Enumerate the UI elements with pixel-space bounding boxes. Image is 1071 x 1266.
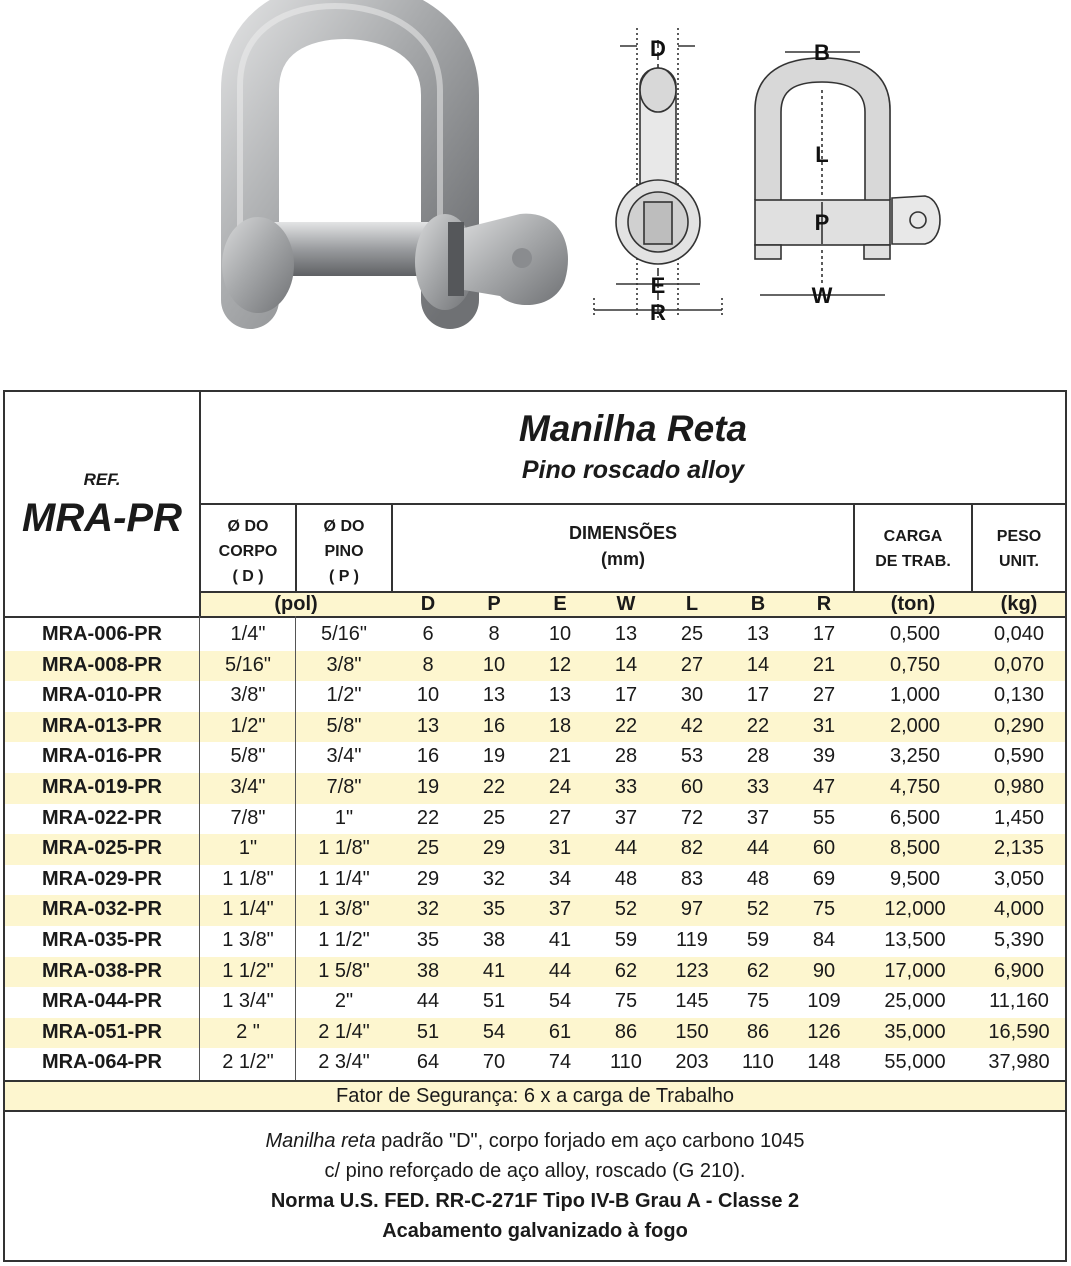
- header-load-line1: CARGA: [883, 528, 943, 545]
- row-cell: 62: [746, 959, 770, 982]
- row-cell: 29: [416, 867, 440, 890]
- product-illustration: [0, 0, 1071, 385]
- row-cell: 13,500: [884, 929, 946, 951]
- row-cell: 48: [746, 867, 770, 890]
- row-cell: 13: [614, 623, 638, 645]
- row-cell: 3/8": [230, 684, 266, 707]
- row-cell: 64: [416, 1051, 440, 1074]
- row-cell: 47: [812, 776, 836, 798]
- row-cell: 31: [812, 714, 836, 737]
- row-cell: 10: [416, 684, 440, 707]
- row-cell: 7/8": [326, 776, 362, 798]
- column-divider: [295, 616, 296, 1080]
- row-ref: MRA-038-PR: [41, 959, 163, 982]
- header-body-line3: ( D ): [232, 568, 264, 585]
- table-row: [5, 804, 1065, 835]
- header-dimensions: [393, 520, 853, 572]
- row-ref: MRA-019-PR: [41, 776, 163, 798]
- row-cell: 61: [548, 1020, 572, 1043]
- row-cell: 29: [482, 837, 506, 860]
- unit-p: P: [487, 593, 501, 615]
- row-cell: 83: [680, 867, 704, 890]
- row-cell: 11,160: [989, 990, 1049, 1013]
- description-line1-rest: padrão "D", corpo forjado em aço carbono 1045: [375, 1130, 805, 1152]
- row-cell: 84: [812, 929, 836, 951]
- row-cell: 51: [482, 990, 506, 1013]
- product-subtitle: Pino roscado alloy: [521, 456, 745, 484]
- shackle-photo: [222, 6, 568, 313]
- row-cell: 1,450: [993, 806, 1045, 829]
- column-divider: [199, 616, 200, 1080]
- row-cell: 22: [416, 806, 440, 829]
- row-cell: 55: [812, 806, 836, 829]
- row-cell: 22: [746, 714, 770, 737]
- row-cell: 1": [334, 806, 354, 829]
- row-cell: 18: [548, 714, 572, 737]
- row-cell: 110: [610, 1051, 642, 1074]
- row-ref: MRA-035-PR: [41, 929, 163, 951]
- row-ref: MRA-022-PR: [41, 806, 163, 829]
- row-cell: 119: [676, 929, 708, 951]
- row-cell: 1/4": [230, 623, 266, 645]
- row-ref: MRA-044-PR: [41, 990, 163, 1013]
- spec-sheet: [3, 390, 1067, 1262]
- row-cell: 0,590: [993, 745, 1045, 768]
- description-standard: Norma U.S. FED. RR-C-271F Tipo IV-B Grau A - Classe 2: [270, 1190, 800, 1212]
- row-cell: 24: [548, 776, 572, 798]
- row-cell: 3/8": [326, 653, 362, 676]
- row-cell: 3,050: [993, 867, 1045, 890]
- row-cell: 25: [680, 623, 704, 645]
- row-cell: 126: [807, 1020, 841, 1043]
- row-cell: 1 3/8": [222, 929, 274, 951]
- row-ref: MRA-006-PR: [41, 623, 163, 645]
- row-cell: 203: [675, 1051, 709, 1074]
- product-title: Manilha Reta: [518, 408, 748, 449]
- row-cell: 97: [680, 898, 704, 921]
- row-ref: MRA-016-PR: [41, 745, 163, 768]
- ref-label: REF.: [83, 470, 121, 489]
- data-table: [5, 620, 1065, 1080]
- row-cell: 52: [746, 898, 770, 921]
- units-ton: (ton): [890, 593, 936, 615]
- unit-w: W: [616, 593, 636, 615]
- row-cell: 1 1/8": [222, 867, 274, 890]
- row-cell: 9,500: [889, 867, 941, 890]
- row-cell: 48: [614, 867, 638, 890]
- row-cell: 21: [812, 653, 836, 676]
- row-cell: 53: [680, 745, 704, 768]
- row-cell: 27: [548, 806, 572, 829]
- row-cell: 1 5/8": [318, 959, 370, 982]
- description-finish: Acabamento galvanizado à fogo: [382, 1220, 688, 1242]
- row-cell: 2,000: [889, 714, 941, 737]
- row-cell: 5/16": [224, 653, 272, 676]
- header-pin-line1: Ø DO: [323, 518, 365, 535]
- row-cell: 5/16": [320, 623, 368, 645]
- row-cell: 2,135: [993, 837, 1045, 860]
- row-cell: 2 1/2": [222, 1051, 274, 1074]
- row-cell: 37: [614, 806, 638, 829]
- header-dimensions-line2: (mm): [601, 549, 645, 569]
- row-cell: 33: [614, 776, 638, 798]
- row-cell: 1": [238, 837, 258, 860]
- row-cell: 6,500: [889, 806, 941, 829]
- table-row: [5, 865, 1065, 896]
- row-cell: 17: [812, 623, 836, 645]
- row-cell: 19: [482, 745, 506, 768]
- row-cell: 75: [614, 990, 638, 1013]
- row-ref: MRA-010-PR: [41, 684, 163, 707]
- row-cell: 28: [746, 745, 770, 768]
- header-body-line2: CORPO: [218, 543, 278, 560]
- label-w: W: [811, 283, 833, 308]
- row-cell: 0,040: [993, 623, 1045, 645]
- row-ref: MRA-008-PR: [41, 653, 163, 676]
- row-cell: 7/8": [230, 806, 266, 829]
- row-cell: 0,290: [993, 714, 1045, 737]
- table-row: [5, 712, 1065, 743]
- row-cell: 6,900: [993, 959, 1045, 982]
- row-cell: 32: [482, 867, 506, 890]
- row-cell: 16: [416, 745, 440, 768]
- row-cell: 59: [746, 929, 770, 951]
- table-row: [5, 1048, 1065, 1079]
- row-cell: 25: [416, 837, 440, 860]
- row-cell: 62: [614, 959, 638, 982]
- row-cell: 35: [482, 898, 506, 921]
- row-cell: 25: [482, 806, 506, 829]
- header-dimensions-line1: DIMENSÕES: [568, 523, 678, 543]
- row-cell: 1 1/4": [318, 867, 370, 890]
- label-r: R: [650, 300, 666, 325]
- row-cell: 13: [416, 714, 440, 737]
- row-cell: 86: [614, 1020, 638, 1043]
- label-e: E: [650, 273, 666, 298]
- side-view-drawing: [755, 52, 940, 295]
- row-cell: 1 3/8": [318, 898, 370, 921]
- row-cell: 12,000: [884, 898, 946, 921]
- unit-e: E: [553, 593, 567, 615]
- row-cell: 74: [548, 1051, 572, 1074]
- row-cell: 5/8": [230, 745, 266, 768]
- row-cell: 8: [422, 653, 434, 676]
- row-cell: 41: [482, 959, 506, 982]
- row-cell: 72: [680, 806, 704, 829]
- row-cell: 6: [422, 623, 434, 645]
- row-cell: 1/2": [230, 714, 266, 737]
- row-cell: 0,980: [993, 776, 1045, 798]
- row-cell: 148: [807, 1051, 841, 1074]
- row-cell: 5/8": [326, 714, 362, 737]
- row-ref: MRA-029-PR: [41, 867, 163, 890]
- row-ref: MRA-013-PR: [41, 714, 163, 737]
- row-cell: 75: [812, 898, 836, 921]
- row-cell: 27: [812, 684, 836, 707]
- row-ref: MRA-064-PR: [41, 1051, 163, 1074]
- row-cell: 75: [746, 990, 770, 1013]
- table-row: [5, 987, 1065, 1018]
- row-cell: 1 1/2": [318, 929, 370, 951]
- row-cell: 17: [614, 684, 638, 707]
- row-cell: 25,000: [884, 990, 946, 1013]
- header-weight-line1: PESO: [996, 528, 1042, 545]
- row-cell: 55,000: [884, 1051, 946, 1074]
- row-cell: 3,250: [889, 745, 941, 768]
- row-cell: 52: [614, 898, 638, 921]
- row-cell: 37: [746, 806, 770, 829]
- description-italic: Manilha reta: [265, 1130, 376, 1152]
- label-b: B: [814, 40, 830, 65]
- row-cell: 35: [416, 929, 440, 951]
- row-cell: 27: [680, 653, 704, 676]
- row-cell: 8,500: [889, 837, 941, 860]
- table-row: [5, 742, 1065, 773]
- row-cell: 12: [548, 653, 572, 676]
- row-cell: 38: [416, 959, 440, 982]
- row-cell: 60: [812, 837, 836, 860]
- row-cell: 5,390: [993, 929, 1045, 951]
- row-cell: 44: [614, 837, 638, 860]
- row-cell: 70: [482, 1051, 506, 1074]
- row-cell: 33: [746, 776, 770, 798]
- unit-b: B: [750, 593, 766, 615]
- row-cell: 2 3/4": [318, 1051, 370, 1074]
- header-pin-line3: ( P ): [329, 568, 359, 585]
- table-row: [5, 620, 1065, 651]
- row-cell: 13: [482, 684, 506, 707]
- row-cell: 110: [742, 1051, 774, 1074]
- unit-d: D: [420, 593, 436, 615]
- row-cell: 39: [812, 745, 836, 768]
- row-cell: 3/4": [326, 745, 362, 768]
- row-ref: MRA-051-PR: [41, 1020, 163, 1043]
- header-body-line1: Ø DO: [227, 518, 269, 535]
- row-cell: 1 1/4": [222, 898, 274, 921]
- header-load-line2: DE TRAB.: [875, 553, 951, 570]
- row-cell: 60: [680, 776, 704, 798]
- header-load: [855, 524, 971, 574]
- row-cell: 14: [614, 653, 638, 676]
- row-cell: 69: [812, 867, 836, 890]
- ref-code: MRA-PR: [22, 496, 182, 540]
- header-body-diameter: [201, 514, 295, 589]
- header-pin-diameter: [297, 514, 391, 589]
- units-kg: (kg): [1000, 593, 1038, 615]
- row-cell: 44: [416, 990, 440, 1013]
- row-cell: 2 ": [236, 1020, 260, 1043]
- table-row: [5, 926, 1065, 957]
- row-cell: 59: [614, 929, 638, 951]
- row-cell: 10: [482, 653, 506, 676]
- row-cell: 14: [746, 653, 770, 676]
- row-cell: 3/4": [230, 776, 266, 798]
- row-cell: 44: [548, 959, 572, 982]
- row-cell: 28: [614, 745, 638, 768]
- row-cell: 1 3/4": [222, 990, 274, 1013]
- row-cell: 123: [675, 959, 709, 982]
- row-cell: 42: [680, 714, 704, 737]
- row-cell: 34: [548, 867, 572, 890]
- row-cell: 0,130: [993, 684, 1045, 707]
- row-cell: 37,980: [988, 1051, 1050, 1074]
- row-cell: 10: [548, 623, 572, 645]
- safety-factor: Fator de Segurança: 6 x a carga de Trabalho: [5, 1082, 1065, 1110]
- table-row: [5, 834, 1065, 865]
- row-cell: 0,750: [889, 653, 941, 676]
- row-cell: 54: [482, 1020, 506, 1043]
- row-cell: 41: [548, 929, 572, 951]
- row-cell: 16: [482, 714, 506, 737]
- row-cell: 22: [614, 714, 638, 737]
- row-cell: 2": [334, 990, 354, 1013]
- row-cell: 35,000: [884, 1020, 946, 1043]
- row-cell: 145: [675, 990, 709, 1013]
- row-cell: 16,590: [988, 1020, 1050, 1043]
- description: [5, 1126, 1065, 1246]
- row-cell: 38: [482, 929, 506, 951]
- row-cell: 86: [746, 1020, 770, 1043]
- row-cell: 19: [416, 776, 440, 798]
- description-line1: [5, 1126, 1065, 1156]
- row-cell: 37: [548, 898, 572, 921]
- row-cell: 2 1/4": [318, 1020, 370, 1043]
- table-row: [5, 773, 1065, 804]
- label-l: L: [815, 142, 829, 167]
- row-cell: 4,000: [993, 898, 1045, 921]
- row-cell: 30: [680, 684, 704, 707]
- label-p: P: [814, 210, 830, 235]
- row-cell: 82: [680, 837, 704, 860]
- row-cell: 13: [548, 684, 572, 707]
- row-cell: 17: [746, 684, 770, 707]
- row-cell: 4,750: [889, 776, 941, 798]
- row-cell: 22: [482, 776, 506, 798]
- table-row: [5, 957, 1065, 988]
- unit-r: R: [816, 593, 832, 615]
- header-weight: [973, 524, 1065, 574]
- row-cell: 1/2": [326, 684, 362, 707]
- table-row: [5, 651, 1065, 682]
- row-cell: 1 1/8": [318, 837, 370, 860]
- label-d: D: [650, 36, 666, 61]
- row-cell: 13: [746, 623, 770, 645]
- table-row: [5, 895, 1065, 926]
- row-cell: 51: [416, 1020, 440, 1043]
- row-ref: MRA-025-PR: [41, 837, 163, 860]
- unit-l: L: [685, 593, 699, 615]
- row-cell: 0,070: [993, 653, 1045, 676]
- table-row: [5, 681, 1065, 712]
- description-line2: c/ pino reforçado de aço alloy, roscado (G 210).: [324, 1160, 746, 1182]
- table-row: [5, 1018, 1065, 1049]
- row-cell: 54: [548, 990, 572, 1013]
- row-cell: 32: [416, 898, 440, 921]
- row-cell: 17,000: [884, 959, 946, 982]
- row-cell: 0,500: [889, 623, 941, 645]
- units-pol: (pol): [274, 593, 318, 615]
- row-cell: 150: [675, 1020, 709, 1043]
- row-cell: 1,000: [889, 684, 941, 707]
- row-ref: MRA-032-PR: [41, 898, 163, 921]
- header-pin-line2: PINO: [324, 543, 364, 560]
- units-dimensions: [393, 593, 853, 616]
- row-cell: 8: [488, 623, 500, 645]
- row-cell: 90: [812, 959, 836, 982]
- row-cell: 1 1/2": [222, 959, 274, 982]
- row-cell: 44: [746, 837, 770, 860]
- row-cell: 31: [548, 837, 572, 860]
- row-cell: 109: [807, 990, 841, 1013]
- row-cell: 21: [548, 745, 572, 768]
- header-weight-line2: UNIT.: [999, 553, 1039, 570]
